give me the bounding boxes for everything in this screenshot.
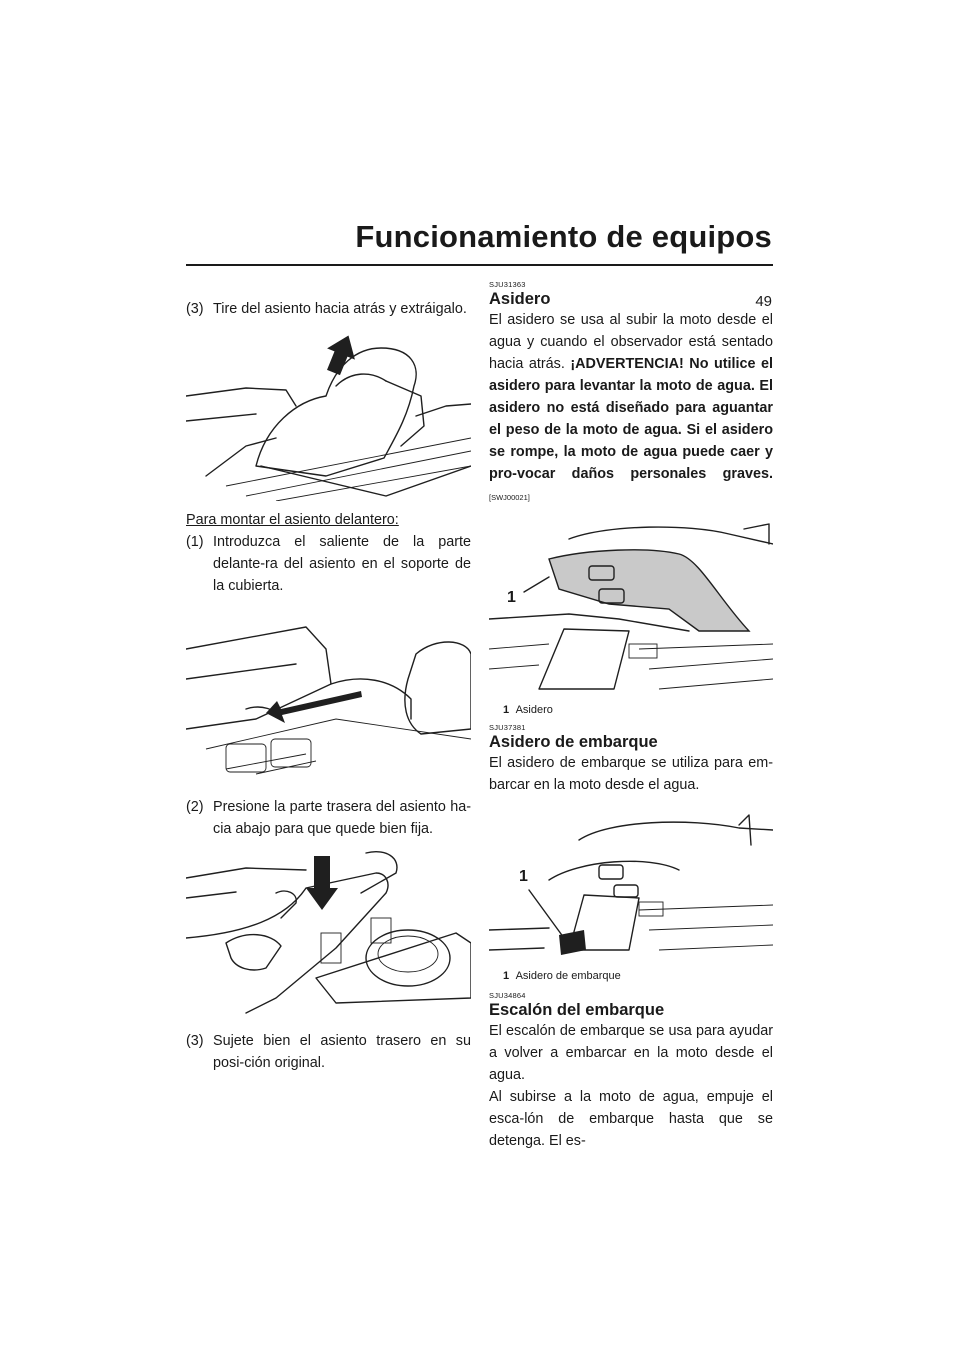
section-heading-asidero-embarque: Asidero de embarque: [489, 733, 658, 751]
caption-number: 1: [503, 970, 510, 982]
seat-front-insert-illustration: [186, 609, 471, 784]
step-text: Tire del asiento hacia atrás y extráigalo.: [213, 301, 467, 317]
page-number: 49: [755, 293, 772, 310]
install-subheading: Para montar el asiento delantero:: [186, 512, 399, 528]
asidero-text: El asidero se usa al subir la moto desde el agua y cuando el observador está sentado hacia atrás.: [489, 312, 773, 372]
step-number: (2): [186, 799, 204, 815]
title-divider: [186, 264, 773, 266]
section-code: SJU37381: [489, 723, 526, 732]
asidero-embarque-body: El asidero de embarque se utiliza para em-barcar en la moto desde el agua.: [489, 755, 773, 793]
section-code: SJU31363: [489, 280, 526, 289]
escalon-body-2: Al subirse a la moto de agua, empuje el esca-lón de embarque hasta que se detenga. El es-: [489, 1089, 773, 1149]
left-column: [186, 298, 471, 1074]
escalon-body-1: El escalón de embarque se usa para ayudar a volver a embarcar en la moto desde el agua.: [489, 1023, 773, 1083]
asidero-body: [489, 309, 773, 509]
step-install-1: [186, 531, 471, 597]
boarding-handle-illustration: [489, 810, 773, 965]
asidero-figure: [489, 519, 773, 717]
caption-number: 1: [503, 704, 510, 716]
caption-text: Asidero: [515, 704, 553, 716]
step-number: (3): [186, 1033, 204, 1049]
step-text: Presione la parte trasera del asiento ha-cia abajo para que quede bien fija.: [213, 799, 471, 837]
step-install-2: [186, 796, 471, 840]
right-column: [489, 272, 773, 1152]
callout-number: 1: [507, 589, 516, 606]
figure-caption: [503, 969, 773, 983]
caption-text: Asidero de embarque: [515, 970, 621, 982]
page-title: Funcionamiento de equipos: [355, 219, 772, 254]
warning-code: [SWJ00021]: [489, 493, 530, 502]
step-text: Introduzca el saliente de la parte delante-ra del asiento en el soporte de la cubierta.: [213, 534, 471, 594]
step-text: Sujete bien el asiento trasero en su posi-ción original.: [213, 1033, 471, 1071]
seat-removal-illustration: [186, 326, 471, 501]
step-number: (1): [186, 534, 204, 550]
section-heading-asidero: Asidero: [489, 290, 551, 308]
asidero-embarque-figure: [489, 810, 773, 983]
seat-press-down-illustration: [186, 848, 471, 1016]
section-heading-escalon: Escalón del embarque: [489, 1001, 665, 1019]
step-number: (3): [186, 301, 204, 317]
section-code: SJU34864: [489, 991, 526, 1000]
warning-text: ¡ADVERTENCIA! No utilice el asidero para levantar la moto de agua. El asidero no está diseñado para aguantar el peso de la moto de agua. Si el asidero se rompe, la moto de agua puede caer y pro-vocar daños personales graves.: [489, 356, 773, 482]
callout-number: 1: [519, 868, 528, 885]
step-remove-3: [186, 298, 471, 320]
figure-caption: [503, 703, 773, 717]
grab-handle-illustration: [489, 519, 773, 699]
step-install-3: [186, 1030, 471, 1074]
